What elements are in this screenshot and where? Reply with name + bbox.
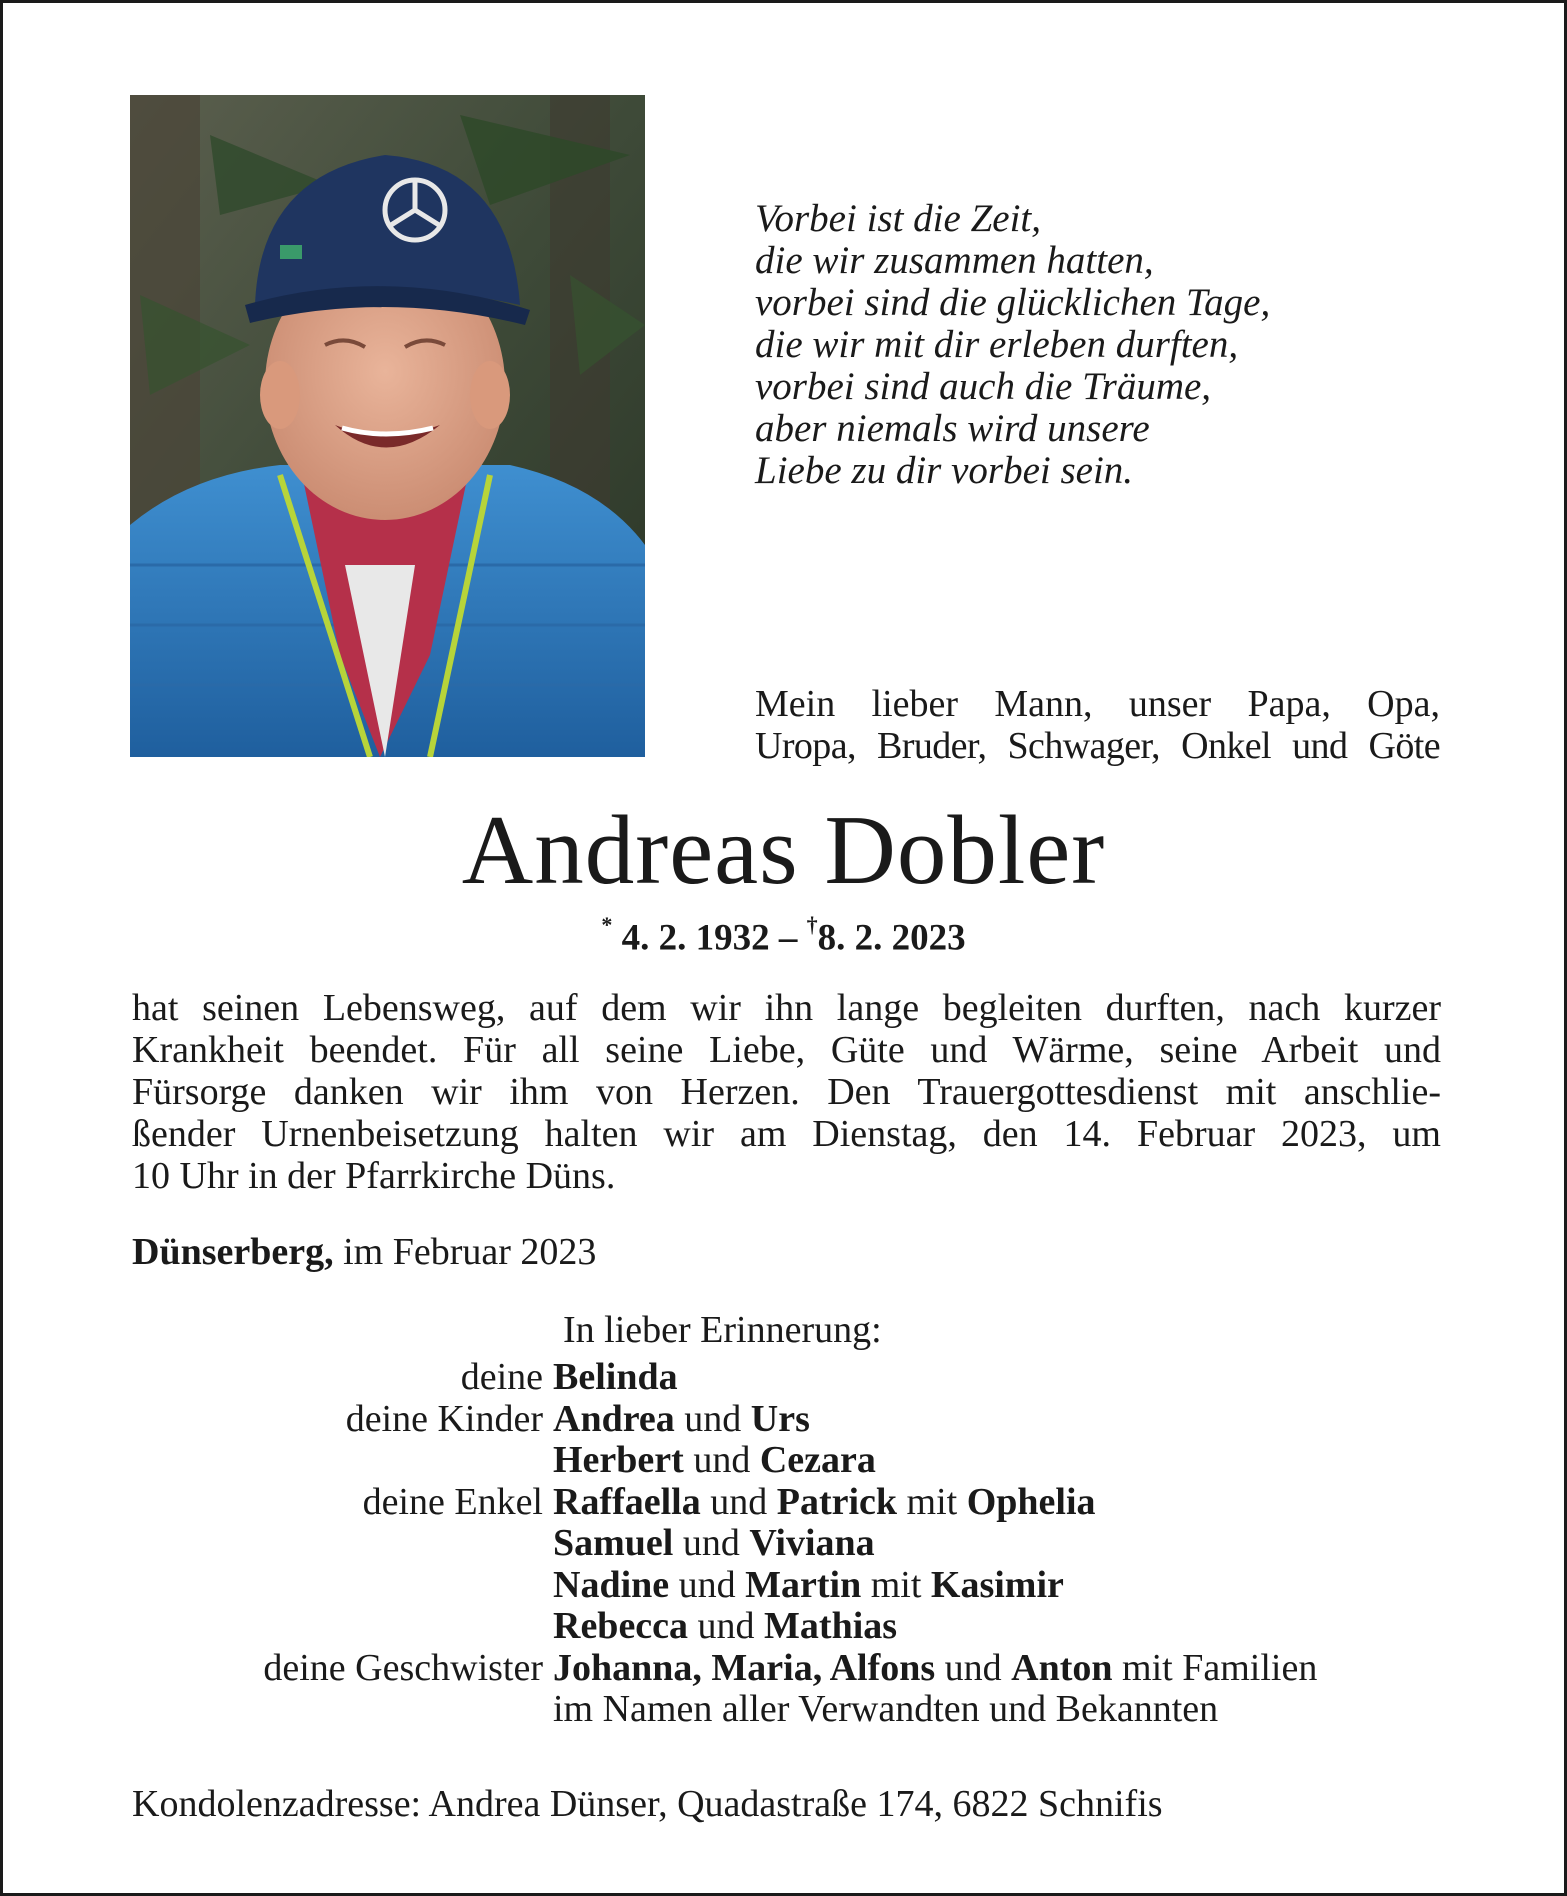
- intro-text: [755, 683, 1440, 767]
- mourner-name: Nadine: [553, 1563, 670, 1606]
- mourner-row: [132, 1440, 1462, 1482]
- mourner-name: Ophelia: [966, 1480, 1096, 1523]
- mourner-row: [132, 1565, 1462, 1607]
- body-line: ßender Urnenbeisetzung halten wir am Dienstag, den 14. Februar 2023, um: [132, 1113, 1441, 1155]
- mourner-connector: mit Familien: [1112, 1646, 1318, 1689]
- mourner-names: [553, 1689, 1218, 1731]
- mourners-list: [132, 1357, 1462, 1731]
- condolence-address: Kondolenzadresse: Andrea Dünser, Quadastraße 174, 6822 Schnifis: [132, 1783, 1163, 1825]
- mourner-name: Johanna, Maria, Alfons: [553, 1646, 936, 1689]
- body-line: 10 Uhr in der Pfarrkirche Düns.: [132, 1155, 616, 1197]
- mourner-row: [132, 1648, 1462, 1690]
- poem-line: aber niemals wird unsere: [755, 407, 1150, 450]
- mourner-names: [553, 1399, 810, 1441]
- mourner-names: [553, 1565, 1064, 1607]
- obituary-body: [132, 987, 1441, 1197]
- mourner-relation: [132, 1606, 553, 1648]
- mourner-row: [132, 1689, 1462, 1731]
- mourner-names: [553, 1606, 897, 1648]
- portrait-image: [130, 95, 645, 757]
- intro-line: Mein lieber Mann, unser Papa, Opa,: [755, 683, 1440, 725]
- mourner-relation: [132, 1440, 553, 1482]
- mourner-relation: deine: [460, 1356, 543, 1398]
- birth-date: 4. 2. 1932: [621, 917, 770, 959]
- poem-line: vorbei sind die glücklichen Tage,: [755, 281, 1271, 324]
- mourner-name: Kasimir: [930, 1563, 1064, 1606]
- mourner-row: [132, 1606, 1462, 1648]
- mourner-connector: und: [673, 1522, 750, 1564]
- mourner-connector: im Namen aller Verwandten und Bekannten: [553, 1688, 1219, 1730]
- mourner-connector: mit: [861, 1563, 931, 1606]
- mourner-name: Cezara: [759, 1439, 876, 1481]
- mourner-name: Patrick: [776, 1480, 898, 1523]
- birth-symbol: *: [601, 912, 613, 937]
- place-and-date: [132, 1231, 596, 1273]
- mourner-names: [553, 1523, 875, 1565]
- mourner-relation: deine Enkel: [362, 1480, 543, 1523]
- poem-line: vorbei sind auch die Träume,: [755, 365, 1212, 408]
- poem-line: die wir zusammen hatten,: [755, 239, 1154, 282]
- mourner-name: Viviana: [749, 1522, 875, 1564]
- body-line: Krankheit beendet. Für all seine Liebe, Güte und Wärme, seine Arbeit und: [132, 1029, 1441, 1071]
- obituary-page: [3, 3, 1564, 1893]
- mourner-name: Samuel: [553, 1522, 674, 1564]
- mourner-connector: und: [683, 1439, 760, 1481]
- portrait-photo: [130, 95, 645, 757]
- intro-line: Uropa, Bruder, Schwager, Onkel und Göte: [755, 725, 1440, 767]
- life-dates: [3, 907, 1564, 960]
- mourner-relation: deine Kinder: [345, 1397, 543, 1440]
- mourner-names: [553, 1482, 1096, 1524]
- mourner-name: Raffaella: [553, 1480, 701, 1523]
- death-date: 8. 2. 2023: [817, 917, 966, 959]
- body-line: Fürsorge danken wir ihm von Herzen. Den Trauergottesdienst mit anschlie-: [132, 1071, 1441, 1113]
- mourner-connector: und: [700, 1480, 777, 1523]
- poem: [755, 198, 1455, 492]
- mourner-row: [132, 1357, 1462, 1399]
- mourner-relation: [132, 1523, 553, 1565]
- date-separator: –: [769, 917, 807, 959]
- mourner-name: Andrea: [553, 1397, 675, 1440]
- mourner-name: Urs: [750, 1397, 810, 1440]
- mourner-name: Mathias: [764, 1605, 898, 1647]
- mourner-name: Anton: [1011, 1646, 1113, 1689]
- mourner-name: Belinda: [553, 1356, 678, 1398]
- mourner-connector: und: [674, 1397, 751, 1440]
- mourner-row: [132, 1523, 1462, 1565]
- poem-line: Vorbei ist die Zeit,: [755, 197, 1041, 240]
- place-town: Dünserberg,: [132, 1231, 334, 1273]
- mourner-connector: und: [688, 1605, 765, 1647]
- mourner-names: [553, 1648, 1317, 1690]
- mourner-name: Rebecca: [553, 1605, 689, 1647]
- mourner-relation: deine Geschwister: [263, 1646, 543, 1689]
- mourner-connector: und: [935, 1646, 1012, 1689]
- poem-line: die wir mit dir erleben durften,: [755, 323, 1239, 366]
- body-line: hat seinen Lebensweg, auf dem wir ihn lange begleiten durften, nach kurzer: [132, 987, 1441, 1029]
- mourner-connector: und: [669, 1563, 746, 1606]
- place-date: im Februar 2023: [333, 1231, 597, 1273]
- mourner-relation: [132, 1565, 553, 1607]
- mourner-names: [553, 1440, 876, 1482]
- remembrance-heading: In lieber Erinnerung:: [563, 1309, 882, 1351]
- deceased-name: Andreas Dobler: [461, 796, 1106, 905]
- mourner-connector: mit: [897, 1480, 967, 1523]
- mourner-name: Martin: [745, 1563, 862, 1606]
- mourner-name: Herbert: [553, 1439, 684, 1481]
- poem-line: Liebe zu dir vorbei sein.: [755, 449, 1134, 492]
- mourner-names: [553, 1357, 678, 1399]
- mourner-row: [132, 1482, 1462, 1524]
- mourner-relation: [132, 1689, 553, 1731]
- death-symbol: †: [806, 912, 818, 937]
- mourner-row: [132, 1399, 1462, 1441]
